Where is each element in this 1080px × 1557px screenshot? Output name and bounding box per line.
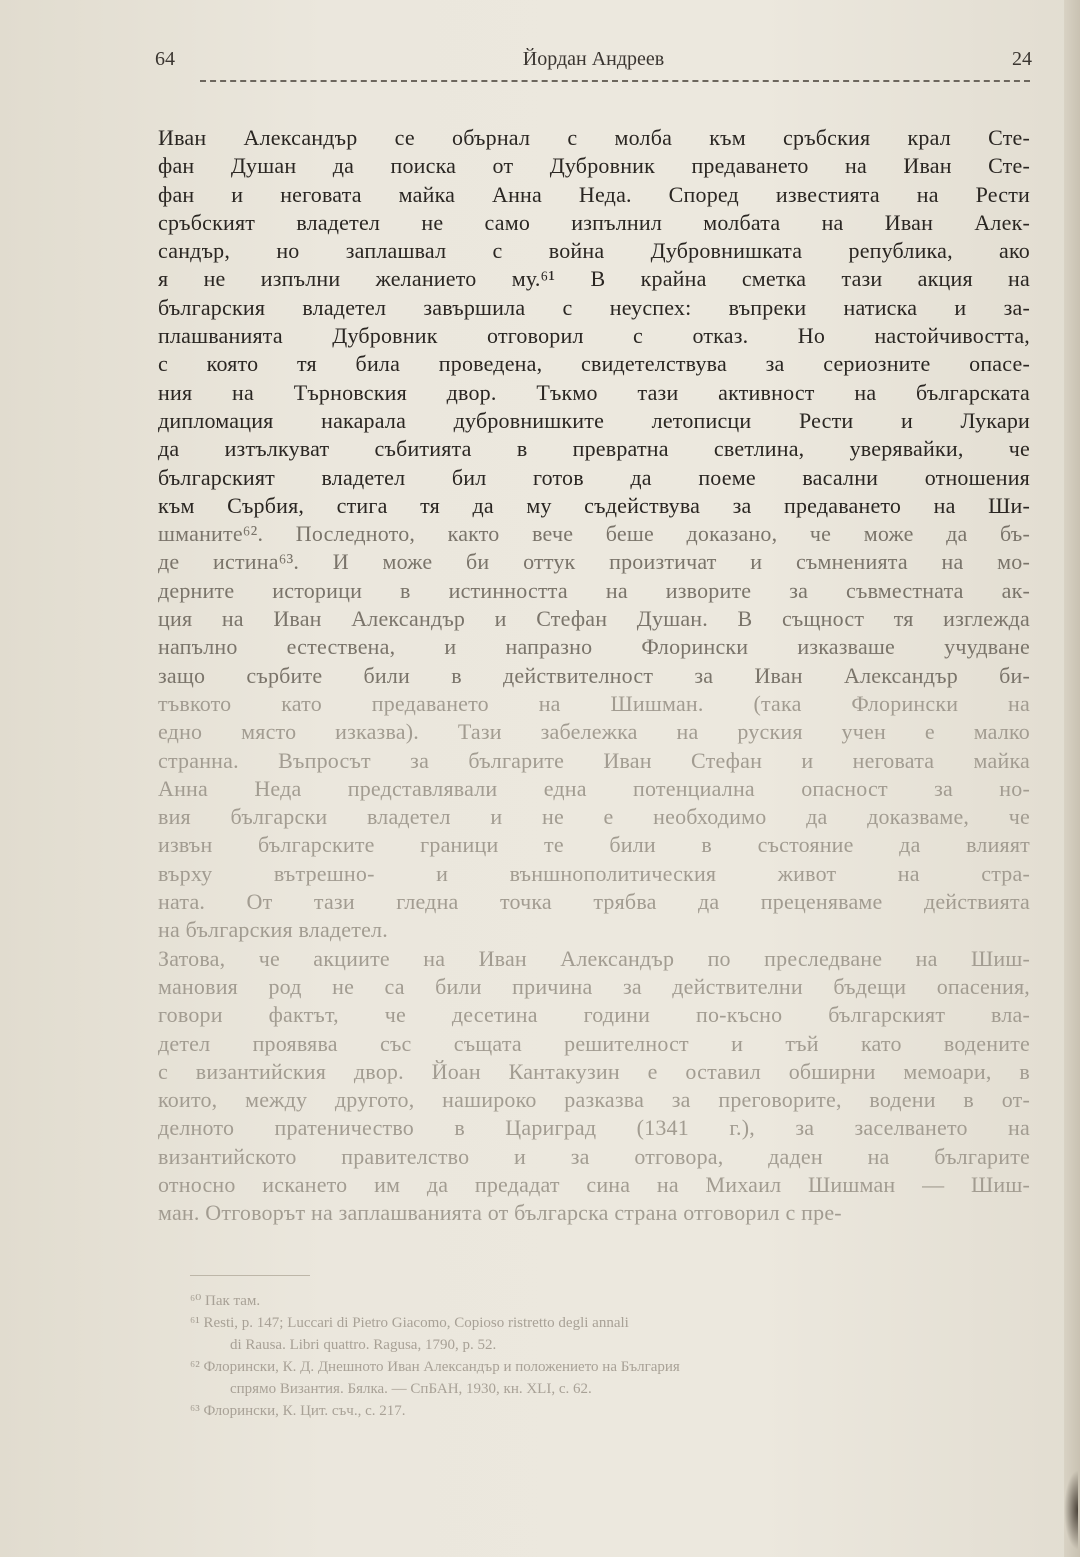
text-line: де истина⁶³. И може би оттук произтичат и съмненията на мо- — [158, 549, 1030, 575]
text-line: с византийския двор. Йоан Кантакузин е оставил обширни мемоари, в — [158, 1058, 1030, 1084]
text-line: детел проявява със същата решителност и тъй като водените — [158, 1030, 1030, 1056]
text-line: я не изпълни желанието му.⁶¹ В крайна сметка тази акция на — [158, 266, 1030, 292]
text-line: дипломация накарала дубровнишките летописци Рести и Лукари — [158, 407, 1030, 433]
text-line: ция на Иван Александър и Стефан Душан. В същност тя изглежда — [158, 606, 1030, 632]
text-line: шманите⁶². Последното, както вече беше доказано, че може да бъ- — [158, 521, 1030, 547]
text-line: ман. Отговорът на заплашванията от българска страна отговорил с пре- — [158, 1200, 842, 1226]
text-line: вия български владетел и не е необходимо да доказваме, че — [158, 804, 1030, 830]
page-number-left: 64 — [155, 48, 175, 70]
text-line: Затова, че акциите на Иван Александър по преследване на Шиш- — [158, 945, 1030, 971]
text-line: говори фактът, че десетина години по-късно българският вла- — [158, 1002, 1030, 1028]
text-line: Иван Александър се обърнал с молба към сръбския крал Сте- — [158, 125, 1030, 150]
text-line: върху вътрешно- и външнополитическия живот на стра- — [158, 860, 1030, 886]
text-line: Анна Неда представлявали една потенциална опасност за но- — [158, 775, 1030, 801]
header-rule — [200, 80, 1030, 82]
text-line: делното пратеничество в Цариград (1341 г.), за заселването на — [158, 1115, 1030, 1141]
page-number-right: 24 — [1012, 48, 1032, 70]
text-line: ния на Търновския двор. Тъкмо тази активност на българската — [158, 379, 1030, 405]
page-header — [155, 48, 1032, 78]
footnote: ⁶⁰ Пак там. — [190, 1293, 261, 1309]
body-text — [158, 124, 1030, 1228]
footnote: спрямо Византия. Бялка. — СпБАН, 1930, кн. XLI, с. 62. — [230, 1381, 592, 1397]
text-line: които, между другото, нашироко разказва за преговорите, водени в от- — [158, 1087, 1030, 1113]
text-line: едно място изказва). Тази забележка на руския учен е малко — [158, 719, 1030, 745]
text-line: византийското правителство и за отговора, даден на българите — [158, 1143, 1030, 1169]
footnote: ⁶³ Флорински, К. Цит. съч., с. 217. — [190, 1403, 406, 1419]
text-line: българският владетел бил готов да поеме васални отношения — [158, 464, 1030, 490]
footnote: ⁶¹ Resti, p. 147; Luccari di Pietro Giacomo, Copioso ristretto degli annali — [190, 1315, 629, 1331]
text-line: мановия род не са били причина за действителни бъдещи опасения, — [158, 973, 1030, 999]
text-line: да изтълкуват събитията в превратна светлина, уверявайки, че — [158, 436, 1030, 462]
text-line: сандър, но заплашвал с война Дубровнишката република, ако — [158, 238, 1030, 264]
text-line: защо сърбите били в действителност за Иван Александър би- — [158, 662, 1030, 688]
running-head: Йордан Андреев — [522, 48, 665, 70]
footnote: di Rausa. Libri quattro. Ragusa, 1790, p. 52. — [230, 1337, 497, 1353]
text-line: плашванията Дубровник отговорил с отказ. Но настойчивостта, — [158, 323, 1030, 349]
page-edge — [1064, 0, 1080, 1557]
scan-smudge — [1064, 1470, 1078, 1550]
text-line: извън българските граници те били в състояние да влияят — [158, 832, 1030, 858]
text-line: напълно естествена, и напразно Флорински изказваше учудване — [158, 634, 1030, 660]
footnote: ⁶² Флорински, К. Д. Днешното Иван Александър и положението на България — [190, 1359, 680, 1375]
footnote-rule — [190, 1275, 310, 1276]
text-line: фан и неговата майка Анна Неда. Според известията на Рести — [158, 181, 1030, 207]
text-line: относно искането им да предадат сина на Михаил Шишман — Шиш- — [158, 1171, 1030, 1197]
text-line: към Сърбия, стига тя да му съдействува за предаването на Ши- — [158, 492, 1030, 518]
text-line: ната. От тази гледна точка трябва да преценяваме действията — [158, 889, 1030, 915]
footnotes — [190, 1275, 1040, 1422]
text-line: сръбският владетел не само изпълнил молбата на Иван Алек- — [158, 209, 1030, 235]
text-line: фан Душан да поиска от Дубровник предаването на Иван Сте- — [158, 153, 1030, 179]
text-line: тъвкото като предаването на Шишман. (така Флорински на — [158, 690, 1030, 716]
text-line: българския владетел завършила с неуспех: въпреки натиска и за- — [158, 294, 1030, 320]
text-line: странна. Въпросът за българите Иван Стефан и неговата майка — [158, 747, 1030, 773]
text-line: дерните историци в истинността на изворите за съвместната ак- — [158, 577, 1030, 603]
text-line: на българския владетел. — [158, 917, 388, 943]
text-line: с която тя била проведена, свидетелствува за сериозните опасе- — [158, 351, 1030, 377]
